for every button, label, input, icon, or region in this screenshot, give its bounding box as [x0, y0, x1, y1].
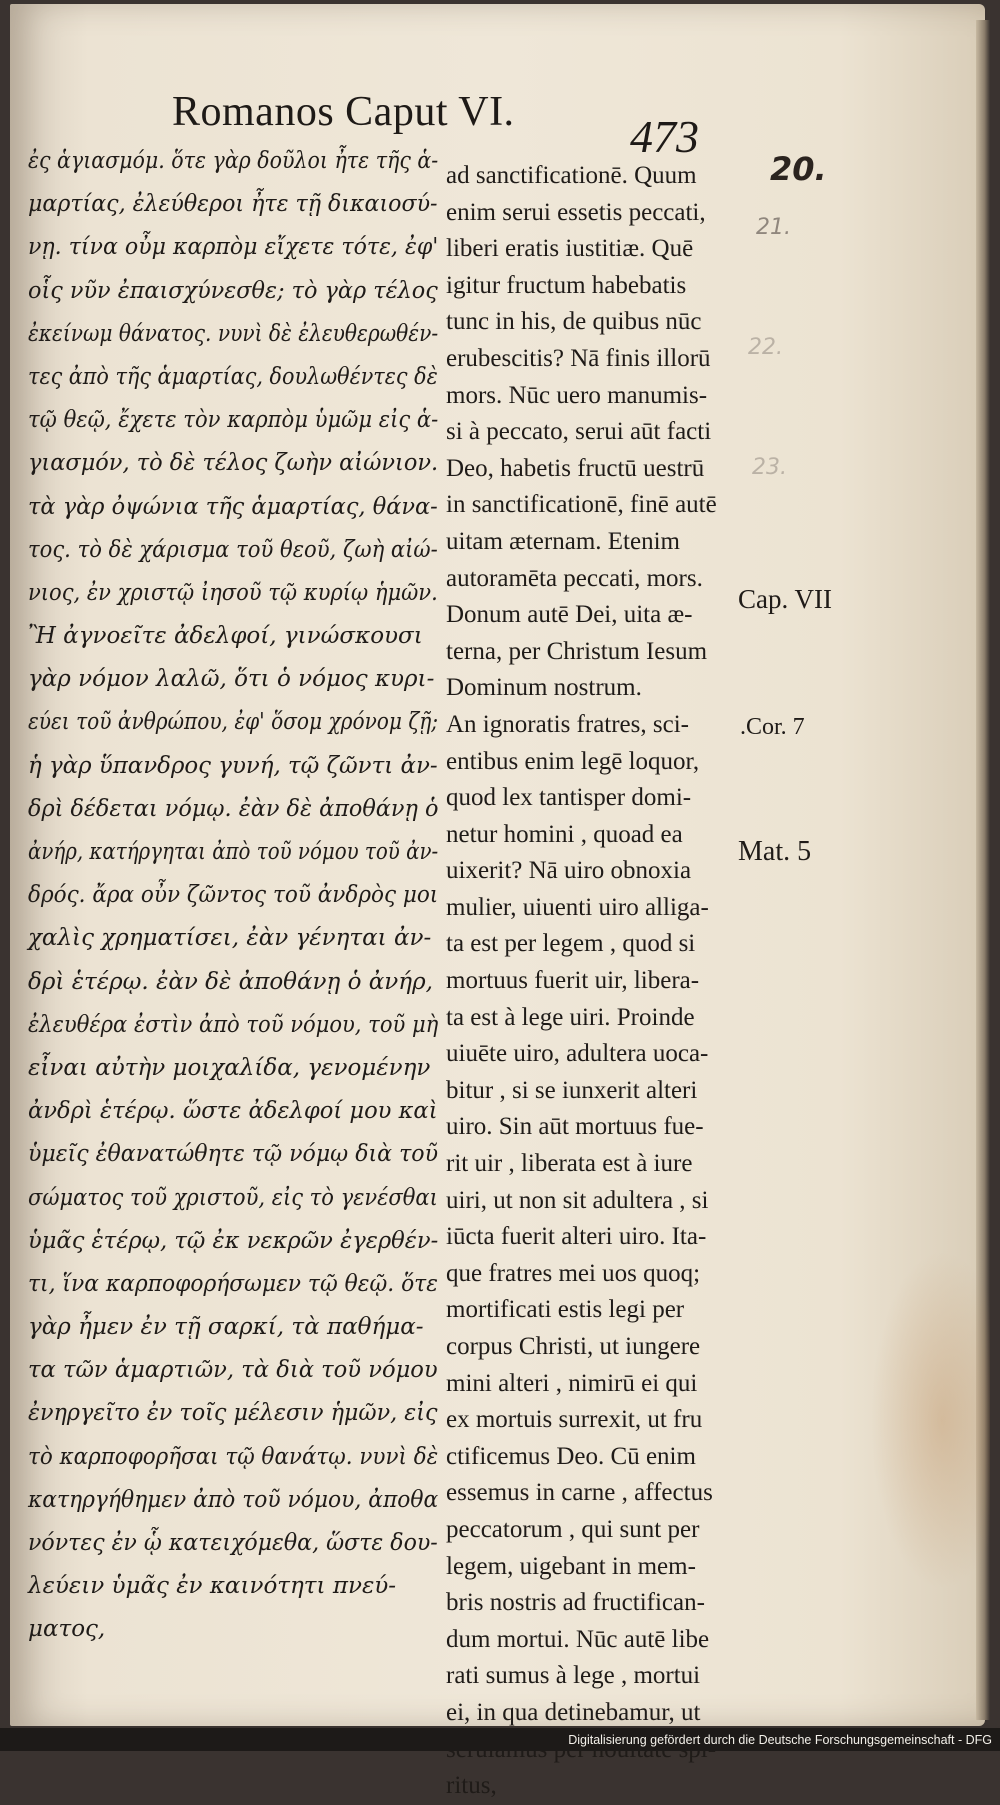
- greek-line: ἀνήρ, κατήργηται ἀπὸ τοῦ νόμου τοῦ ἀν-: [28, 839, 439, 865]
- greek-line: γὰρ ἦμεν ἐν τῇ σαρκί, τὰ παθήμα-: [28, 1314, 424, 1341]
- greek-line: δρὶ δέδεται νόμῳ. ἐὰν δὲ ἀποθάνῃ ὁ: [28, 795, 439, 822]
- latin-line: ritus,: [446, 1772, 497, 1800]
- latin-line: corpus Christi, ut iungere: [446, 1333, 701, 1360]
- greek-line: σώματος τοῦ χριστοῦ, εἰς τὸ γενέσθαι: [28, 1184, 438, 1211]
- greek-line: εύει τοῦ ἀνθρώπου, ἐφ' ὅσομ χρόνομ ζῇ;: [28, 709, 439, 736]
- greek-line: γιασμόν, τὸ δὲ τέλος ζωὴν αἰώνιον.: [28, 450, 439, 477]
- greek-line: τος. τὸ δὲ χάρισμα τοῦ θεοῦ, ζωὴ αἰώ-: [28, 536, 438, 563]
- greek-line: τι, ἵνα καρποφορήσωμεν τῷ θεῷ. ὅτε: [28, 1270, 438, 1297]
- latin-line: in sanctificationē, finē autē: [446, 491, 717, 519]
- greek-line: ἐκείνωμ θάνατος. νυνὶ δὲ ἐλευθερωθέν-: [28, 320, 439, 347]
- latin-line: erubescitis? Nā finis illorū: [446, 344, 711, 372]
- greek-line: νῃ. τίνα οὖμ καρπὸμ εἴχετε τότε, ἐφ': [28, 234, 439, 261]
- greek-line: τῷ θεῷ, ἔχετε τὸν καρπὸμ ὑμῶμ εἰς ἁ-: [28, 407, 439, 434]
- page-number: 473: [630, 111, 699, 162]
- latin-line: rati sumus à lege , mortui: [446, 1662, 701, 1690]
- latin-line: ex mortuis surrexit, ut fru: [446, 1406, 703, 1434]
- greek-line: χαλὶς χρηματίσει, ἐὰν γένηται ἀν-: [28, 925, 432, 952]
- greek-line: ὑμεῖς ἐθανατώθητε τῷ νόμῳ διὰ τοῦ: [28, 1141, 439, 1168]
- latin-line: essemus in carne , affectus: [446, 1479, 713, 1507]
- latin-line: Donum autē Dei, uita æ-: [446, 601, 693, 629]
- margin-note-corinthians: .Cor. 7: [740, 714, 805, 740]
- verse-number-23: 23.: [752, 455, 787, 480]
- greek-line: λεύειν ὑμᾶς ἐν καινότητι πνεύ-: [28, 1573, 397, 1600]
- digitization-credit: Digitalisierung gefördert durch die Deutsche Forschungsgemeinschaft - DFG: [568, 1733, 992, 1747]
- margin-note-chapter: Cap. VII: [738, 584, 832, 614]
- greek-line: δρός. ἄρα οὖν ζῶντος τοῦ ἀνδρὸς μοι: [28, 882, 439, 909]
- latin-line: iūcta fuerit alteri uiro. Ita-: [446, 1223, 707, 1251]
- greek-line: ἐλευθέρα ἐστὶν ἀπὸ τοῦ νόμου, τοῦ μὴ: [28, 1011, 439, 1038]
- greek-line: τα τῶν ἁμαρτιῶν, τὰ διὰ τοῦ νόμου: [28, 1357, 438, 1384]
- greek-line: ἡ γὰρ ὕπανδρος γυνή, τῷ ζῶντι ἀν-: [28, 752, 438, 779]
- latin-line: uiri, ut non sit adultera , si: [446, 1186, 709, 1214]
- latin-line: uixerit? Nā uiro obnoxia: [446, 857, 692, 885]
- greek-line: γὰρ νόμον λαλῶ, ὅτι ὁ νόμος κυρι-: [28, 666, 435, 693]
- latin-line: peccatorum , qui sunt per: [446, 1515, 700, 1543]
- greek-line: νόντες ἐν ᾧ κατειχόμεθα, ὥστε δου-: [28, 1530, 438, 1556]
- latin-line: quod lex tantisper domi-: [446, 784, 692, 812]
- greek-text-column: [28, 140, 438, 1652]
- greek-line: Ἢ ἀγνοεῖτε ἀδελφοί, γινώσκουσι: [28, 623, 423, 650]
- latin-line: entibus enim legē loquor,: [446, 747, 700, 775]
- margin-note-matthew: Mat. 5: [738, 836, 812, 867]
- latin-line: mini alteri , nimirū ei qui: [446, 1369, 698, 1397]
- latin-text-column: [446, 158, 734, 1805]
- latin-line: netur homini , quoad ea: [446, 820, 683, 848]
- running-header: Romanos Caput VI.: [172, 89, 515, 135]
- latin-line: uitam æternam. Etenim: [446, 527, 680, 555]
- latin-line: ad sanctificationē. Quum: [446, 162, 697, 189]
- greek-line: τὸ καρποφορῆσαι τῷ θανάτῳ. νυνὶ δὲ: [28, 1443, 439, 1470]
- latin-line: terna, per Christum Iesum: [446, 637, 708, 665]
- latin-line: ei, in qua detinebamur, ut: [446, 1698, 701, 1726]
- latin-line: mors. Nūc uero manumis-: [446, 381, 708, 409]
- latin-line: rit uir , liberata est à iure: [446, 1150, 693, 1178]
- latin-line: tunc in his, de quibus nūc: [446, 308, 702, 336]
- latin-line: Deo, habetis fructū uestrū: [446, 454, 705, 482]
- latin-line: Dominum nostrum.: [446, 674, 642, 702]
- greek-line: νιος, ἐν χριστῷ ἰησοῦ τῷ κυρίῳ ἡμῶν.: [28, 579, 438, 606]
- greek-line: ἐς ἁγιασμόμ. ὅτε γὰρ δοῦλοι ἦτε τῆς ἁ-: [28, 148, 439, 174]
- latin-line: ta est per legem , quod si: [446, 930, 696, 958]
- greek-line: ἀνδρὶ ἑτέρῳ. ὥστε ἀδελφοί μου καὶ: [28, 1098, 438, 1125]
- latin-line: ta est à lege uiri. Proinde: [446, 1003, 695, 1031]
- latin-line: si à peccato, serui aūt facti: [446, 418, 712, 446]
- greek-line: οἷς νῦν ἐπαισχύνεσθε; τὸ γὰρ τέλος: [28, 277, 438, 304]
- latin-line: uiuēte uiro, adultera uoca-: [446, 1040, 709, 1068]
- latin-line: enim serui essetis peccati,: [446, 198, 706, 226]
- greek-line: τὰ γὰρ ὀψώνια τῆς ἁμαρτίας, θάνα-: [28, 493, 438, 520]
- verse-number-21: 21.: [756, 215, 791, 240]
- latin-line: legem, uigebant in mem-: [446, 1552, 696, 1580]
- latin-line: dum mortui. Nūc autē libe: [446, 1625, 710, 1653]
- greek-line: μαρτίας, ἐλεύθεροι ἦτε τῇ δικαιοσύ-: [28, 191, 438, 218]
- latin-line: ctificemus Deo. Cū enim: [446, 1442, 696, 1470]
- latin-line: mulier, uiuenti uiro alliga-: [446, 893, 709, 921]
- latin-line: liberi eratis iustitiæ. Quē: [446, 235, 694, 263]
- greek-line: εἶναι αὐτὴν μοιχαλίδα, γενομένην: [28, 1054, 431, 1081]
- greek-line: ἐνηργεῖτο ἐν τοῖς μέλεσιν ἡμῶν, εἰς: [28, 1400, 438, 1427]
- latin-line: uiro. Sin aūt mortuus fue-: [446, 1113, 704, 1141]
- paper-stain: [870, 1250, 990, 1590]
- latin-line: mortificati estis legi per: [446, 1296, 685, 1324]
- latin-line: bitur , si se iunxerit alteri: [446, 1076, 698, 1104]
- greek-line: τες ἀπὸ τῆς ἁμαρτίας, δουλωθέντες δὲ: [28, 363, 438, 390]
- latin-line: autoramēta peccati, mors.: [446, 564, 703, 592]
- latin-line: que fratres mei uos quoq;: [446, 1259, 701, 1287]
- latin-line: bris nostris ad fructifican-: [446, 1589, 705, 1617]
- greek-line: ματος,: [28, 1616, 106, 1643]
- latin-line: An ignoratis fratres, sci-: [446, 710, 689, 738]
- latin-line: igitur fructum habebatis: [446, 271, 687, 299]
- latin-line: mortuus fuerit uir, libera-: [446, 967, 700, 995]
- greek-line: ὑμᾶς ἑτέρῳ, τῷ ἐκ νεκρῶν ἐγερθέν-: [28, 1227, 439, 1254]
- greek-line: κατηργήθημεν ἀπὸ τοῦ νόμου, ἀποθα: [28, 1486, 439, 1513]
- verse-number-20: 20.: [770, 150, 827, 188]
- greek-line: δρὶ ἑτέρῳ. ἐὰν δὲ ἀποθάνῃ ὁ ἀνήρ,: [28, 968, 433, 995]
- verse-number-22: 22.: [748, 335, 783, 360]
